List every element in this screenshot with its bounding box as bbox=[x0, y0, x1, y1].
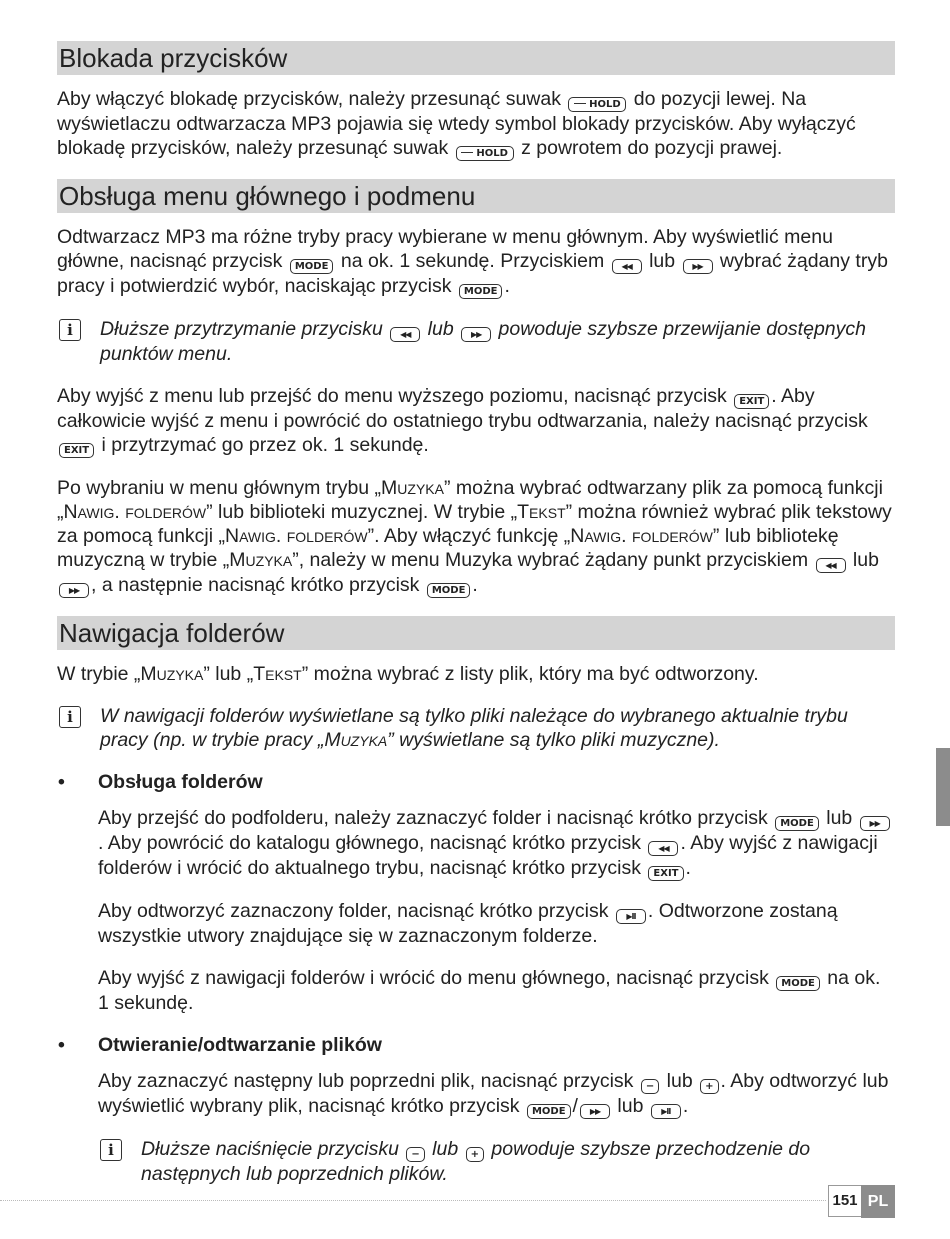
bullet-folder-handling bbox=[57, 770, 895, 794]
language-badge: PL bbox=[861, 1185, 895, 1218]
play-pause-key-icon: ▶II bbox=[651, 1104, 681, 1119]
mode-key-icon: MODE bbox=[776, 976, 820, 991]
note-folder-navigation bbox=[57, 704, 895, 752]
mode-key-icon: MODE bbox=[290, 259, 334, 274]
rewind-key-icon: ◀◀ bbox=[816, 558, 846, 573]
bullet-title: Otwieranie/odtwarzanie plików bbox=[98, 1034, 382, 1056]
paragraph-exit-folder-navigation: Aby wyjść z nawigacji folderów i wrócić do menu głównego, nacisnąć przycisk MODE na ok. 1 sekundę. bbox=[98, 967, 881, 1014]
rewind-key-icon: ◀◀ bbox=[390, 327, 420, 342]
page-number: 151 bbox=[828, 1185, 861, 1217]
note-text: W nawigacji folderów wyświetlane są tylko pliki należące do wybranego aktualnie trybu pracy (np. w trybie pracy „Muzyka” wyświetlane są tylko pliki muzyczne). bbox=[100, 705, 848, 751]
note-text: Dłuższe przytrzymanie przycisku ◀◀ lub ▶▶ powoduje szybsze przewijanie dostępnych punktów menu. bbox=[100, 318, 866, 365]
forward-key-icon: ▶▶ bbox=[461, 327, 491, 342]
note-text: Dłuższe naciśnięcie przycisku − lub + powoduje szybsze przechodzenie do następnych lub poprzednich plików. bbox=[141, 1138, 811, 1185]
mode-key-icon: MODE bbox=[427, 583, 471, 598]
exit-key-icon: EXIT bbox=[648, 866, 683, 881]
section-heading-key-lock: Blokada przycisków bbox=[57, 41, 895, 75]
hold-switch-icon: HOLD bbox=[568, 97, 626, 112]
minus-key-icon: − bbox=[406, 1147, 424, 1162]
note-fast-skip bbox=[98, 1137, 895, 1186]
paragraph-main-menu: Odtwarzacz MP3 ma różne tryby pracy wybierane w menu głównym. Aby wyświetlić menu główne, nacisnąć przycisk MODE na ok. 1 sekundę. Przyciskiem ◀◀ lub ▶▶ wybrać żądany tryb pracy i potwierdzić wybór, naciskając przycisk MODE . bbox=[57, 226, 888, 297]
paragraph-folder-navigation: W trybie „Muzyka” lub „Tekst” można wybrać z listy plik, który ma być odtworzony. bbox=[57, 663, 759, 685]
bullet-dot: • bbox=[58, 1034, 65, 1056]
rewind-key-icon: ◀◀ bbox=[612, 259, 642, 274]
play-pause-key-icon: ▶II bbox=[616, 909, 646, 924]
page-footer bbox=[828, 1185, 895, 1217]
page-content bbox=[57, 41, 895, 1204]
mode-key-icon: MODE bbox=[459, 284, 503, 299]
minus-key-icon: − bbox=[641, 1079, 659, 1094]
info-icon: i bbox=[59, 706, 81, 728]
rewind-key-icon: ◀◀ bbox=[648, 841, 678, 856]
forward-key-icon: ▶▶ bbox=[580, 1104, 610, 1119]
hold-switch-icon: HOLD bbox=[456, 146, 514, 161]
bullet-open-play-files bbox=[57, 1033, 895, 1057]
section-heading-folder-navigation: Nawigacja folderów bbox=[57, 616, 895, 650]
paragraph-mode-selection: Po wybraniu w menu głównym trybu „Muzyka” można wybrać odtwarzany plik za pomocą funkcji „Nawig. folderów” lub biblioteki muzycznej. W trybie „Tekst” można również wybrać plik tekstowy za pomocą funkcji „Nawig. folderów”. Aby włączyć funkcję „Nawig. folderów” lub bibliotekę muzyczną w trybie „Muzyka”, należy w menu Muzyka wybrać żądany punkt przyciskiem ◀◀ lub ▶▶ , a następnie nacisnąć krótko przycisk MODE . bbox=[57, 477, 892, 596]
plus-key-icon: + bbox=[466, 1147, 484, 1162]
paragraph-play-folder: Aby odtworzyć zaznaczony folder, nacisnąć krótko przycisk ▶II . Odtworzone zostaną wszystkie utwory znajdujące się w zaznaczonym folderze. bbox=[98, 900, 838, 947]
paragraph-select-file: Aby zaznaczyć następny lub poprzedni plik, nacisnąć przycisk − lub + . Aby odtworzyć lub wyświetlić wybrany plik, nacisnąć krótko przycisk MODE / ▶▶ lub ▶II . bbox=[98, 1070, 889, 1117]
forward-key-icon: ▶▶ bbox=[860, 816, 890, 831]
mode-key-icon: MODE bbox=[775, 816, 819, 831]
forward-key-icon: ▶▶ bbox=[59, 583, 89, 598]
bullet-dot: • bbox=[58, 771, 65, 793]
mode-key-icon: MODE bbox=[527, 1104, 571, 1119]
exit-key-icon: EXIT bbox=[59, 443, 94, 458]
paragraph-subfolder: Aby przejść do podfolderu, należy zaznaczyć folder i nacisnąć krótko przycisk MODE lub ▶▶. Aby powrócić do katalogu głównego, nacisnąć krótko przycisk ◀◀ . Aby wyjść z nawigacji folderów i wrócić do aktualnego trybu, nacisnąć krótko przycisk EXIT . bbox=[98, 806, 895, 881]
bullet-title: Obsługa folderów bbox=[98, 771, 263, 793]
section-heading-main-menu: Obsługa menu głównego i podmenu bbox=[57, 179, 895, 213]
exit-key-icon: EXIT bbox=[734, 394, 769, 409]
chapter-tab bbox=[936, 748, 950, 826]
paragraph-key-lock: Aby włączyć blokadę przycisków, należy przesunąć suwak HOLD do pozycji lewej. Na wyświetlaczu odtwarzacza MP3 pojawia się wtedy symbol blokady przycisków. Aby wyłączyć blokadę przycisków, należy przesunąć suwak HOLD z powrotem do pozycji prawej. bbox=[57, 88, 856, 159]
forward-key-icon: ▶▶ bbox=[683, 259, 713, 274]
paragraph-exit-menu: Aby wyjść z menu lub przejść do menu wyższego poziomu, nacisnąć przycisk EXIT . Aby całkowicie wyjść z menu i powrócić do ostatniego trybu odtwarzania, należy nacisnąć przycisk EXIT i przytrzymać go przez ok. 1 sekundę. bbox=[57, 385, 868, 456]
footer-divider bbox=[0, 1200, 826, 1201]
plus-key-icon: + bbox=[700, 1079, 718, 1094]
note-scroll-speed bbox=[57, 317, 895, 366]
info-icon: i bbox=[100, 1139, 122, 1161]
info-icon: i bbox=[59, 319, 81, 341]
